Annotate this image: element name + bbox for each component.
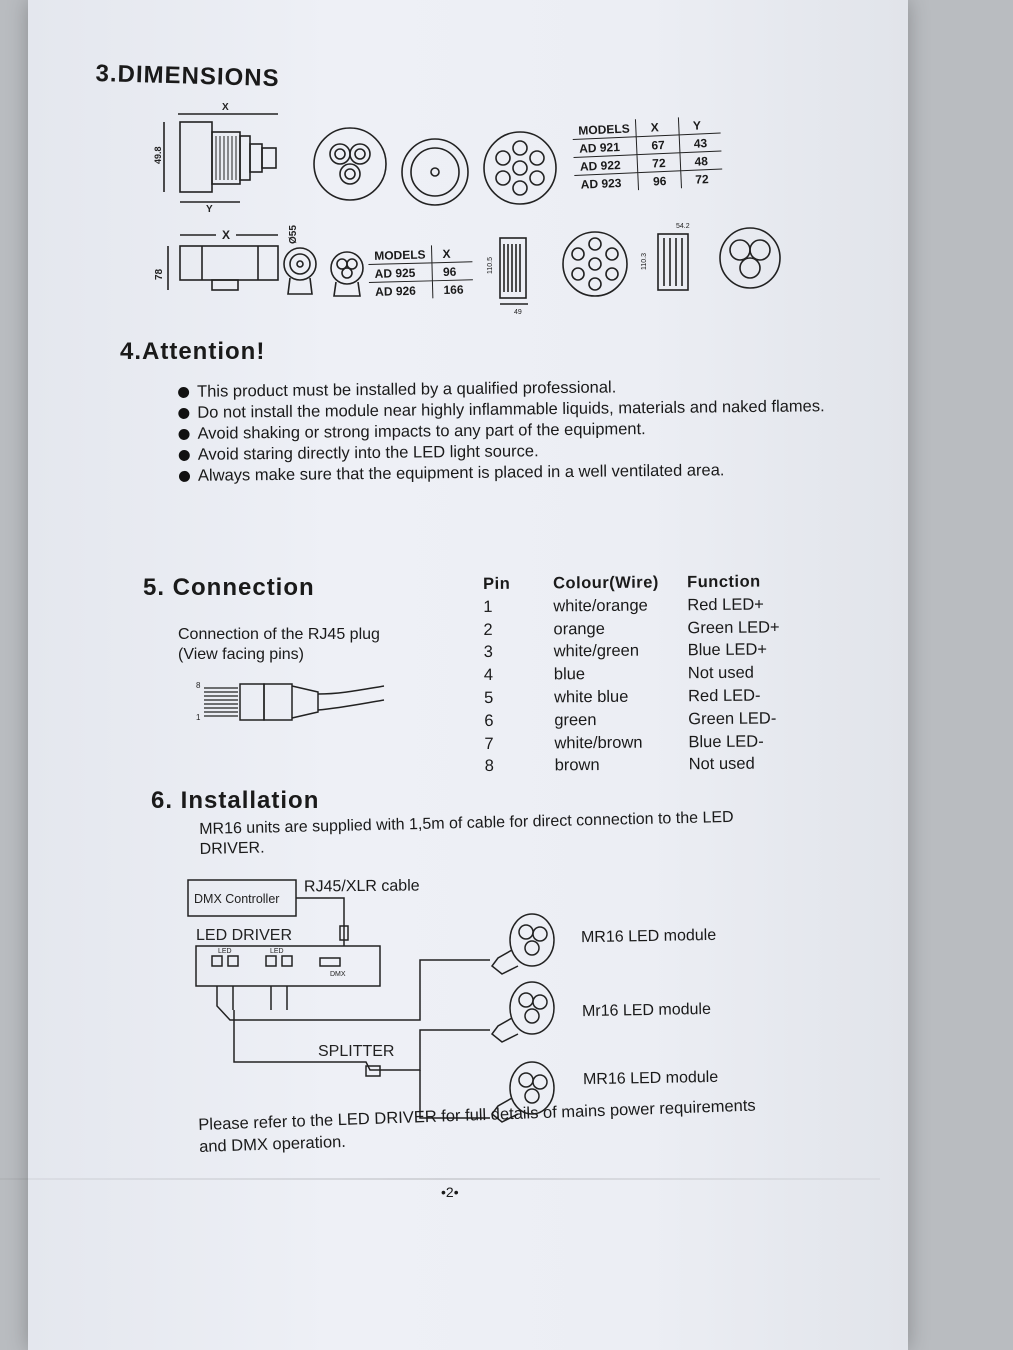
front-view-12-led: [563, 232, 627, 296]
round-module-front-b: [331, 252, 363, 296]
port-led-label-1: LED: [218, 948, 232, 955]
side-view-drawing-2: [154, 228, 278, 290]
section-title-attention: 4.Attention!: [120, 338, 266, 365]
attention-item: Avoid shaking or strong impacts to any part of the equipment.: [178, 417, 847, 445]
bullet-icon: [179, 450, 190, 461]
section-title-installation: 6. Installation: [151, 787, 320, 814]
table1-x: 96: [638, 171, 681, 190]
dim-height-label: 49.8: [153, 146, 163, 164]
dimensions-table-1: [572, 116, 723, 193]
dim-w2-label: 54.2: [676, 223, 690, 230]
pin-8-label: 8: [196, 681, 201, 690]
dimensions-table-2: [368, 244, 474, 300]
dim-w1-label: 49: [514, 309, 522, 316]
table2-header-x: X: [432, 244, 473, 263]
module-label-1: MR16 LED module: [580, 926, 717, 947]
front-view-3-led: [314, 128, 386, 200]
installation-diagram: [180, 870, 600, 1130]
side-view-drawing-1: [153, 102, 278, 215]
pin-table: [483, 572, 781, 778]
table1-header-y: Y: [678, 116, 721, 135]
attention-item: Do not install the module near highly inflammable liquids, materials and naked flames.: [178, 396, 847, 424]
table1-x: 67: [637, 135, 680, 155]
attention-list: [178, 375, 848, 487]
table-row: 1 white/orange Red LED+: [483, 595, 764, 616]
led-driver-label: LED DRIVER: [196, 927, 293, 944]
dim-x-label: X: [222, 102, 229, 113]
connection-note: Connection of the RJ45 plug (View facing pins): [178, 626, 380, 663]
table-row: 7 white/brown Blue LED-: [484, 732, 764, 753]
table2-model: AD 926: [369, 281, 433, 300]
rj45-plug-icon: [190, 676, 390, 726]
table1-y: 43: [679, 133, 722, 153]
module-label-3: MR16 LED module: [582, 1068, 719, 1089]
pin-1-label: 1: [196, 713, 201, 722]
dim-height2-label: 78: [154, 268, 165, 280]
bullet-icon: [178, 429, 189, 440]
front-view-1-led: [402, 139, 468, 205]
section-title-connection: 5. Connection: [143, 574, 315, 601]
dmx-controller-label: DMX Controller: [194, 892, 280, 906]
table-row: 2 orange Green LED+: [483, 618, 780, 639]
col-header-function: Function: [686, 572, 761, 592]
front-view-7-led: [484, 132, 556, 204]
dim-h4-label: 110.3: [641, 253, 648, 270]
module-label-2: Mr16 LED module: [581, 1000, 712, 1021]
dim-x2-label: X: [222, 228, 231, 242]
table-row: 3 white/green Blue LED+: [483, 641, 768, 662]
table1-model: AD 921: [573, 137, 638, 158]
table-row: 6 green Green LED-: [484, 709, 777, 730]
round-module-front-a: [284, 225, 316, 294]
table-row: 4 blue Not used: [483, 663, 754, 685]
attention-item: This product must be installed by a qualified professional.: [178, 375, 847, 403]
table2-model: AD 925: [368, 263, 432, 283]
mr16-module-icon-2: [492, 982, 554, 1042]
installation-footer-text: Please refer to the LED DRIVER for full details of mains power requirements and DMX operation.: [198, 1096, 756, 1156]
attention-item: Avoid staring directly into the LED light source.: [179, 438, 848, 466]
section-title-dimensions: 3.DIMENSIONS: [95, 60, 280, 93]
bullet-icon: [179, 471, 190, 482]
bullet-icon: [178, 387, 189, 398]
table-row: 8 brown Not used: [484, 755, 755, 776]
dim-diameter-label: Ø55: [288, 225, 299, 244]
dim-h3-label: 110.5: [487, 257, 494, 274]
spot-side-view-a: [487, 238, 528, 316]
splitter-label: SPLITTER: [318, 1043, 395, 1060]
paper-fold: [0, 1178, 880, 1180]
bullet-icon: [178, 408, 189, 419]
col-header-pin: Pin: [483, 574, 511, 593]
table1-y: 72: [695, 171, 709, 187]
table2-header-models: MODELS: [368, 245, 432, 264]
installation-text: MR16 units are supplied with 1,5m of cable for direct connection to the LED DRIVER.: [199, 808, 734, 858]
table1-x: 72: [637, 153, 680, 173]
front-view-3-led-large: [720, 228, 780, 288]
col-header-colour: Colour(Wire): [552, 573, 659, 593]
spot-side-view-b: [641, 223, 690, 290]
table-row: 5 white blue Red LED-: [483, 686, 761, 708]
table1-header-x: X: [636, 117, 679, 136]
table2-x: 166: [443, 282, 464, 297]
table2-x: 96: [432, 262, 473, 281]
table1-model: AD 922: [574, 155, 639, 176]
cable-label: RJ45/XLR cable: [303, 877, 420, 896]
table1-model: AD 923: [574, 173, 639, 193]
table1-y: 48: [680, 151, 723, 171]
page-number: •2•: [441, 1184, 459, 1200]
table1-header-models: MODELS: [572, 119, 637, 139]
attention-item: Always make sure that the equipment is placed in a well ventilated area.: [179, 459, 848, 487]
dim-y-label: Y: [206, 204, 213, 215]
port-dmx-label: DMX: [330, 971, 346, 978]
port-led-label-2: LED: [270, 948, 284, 955]
mr16-module-icon-1: [492, 914, 554, 974]
